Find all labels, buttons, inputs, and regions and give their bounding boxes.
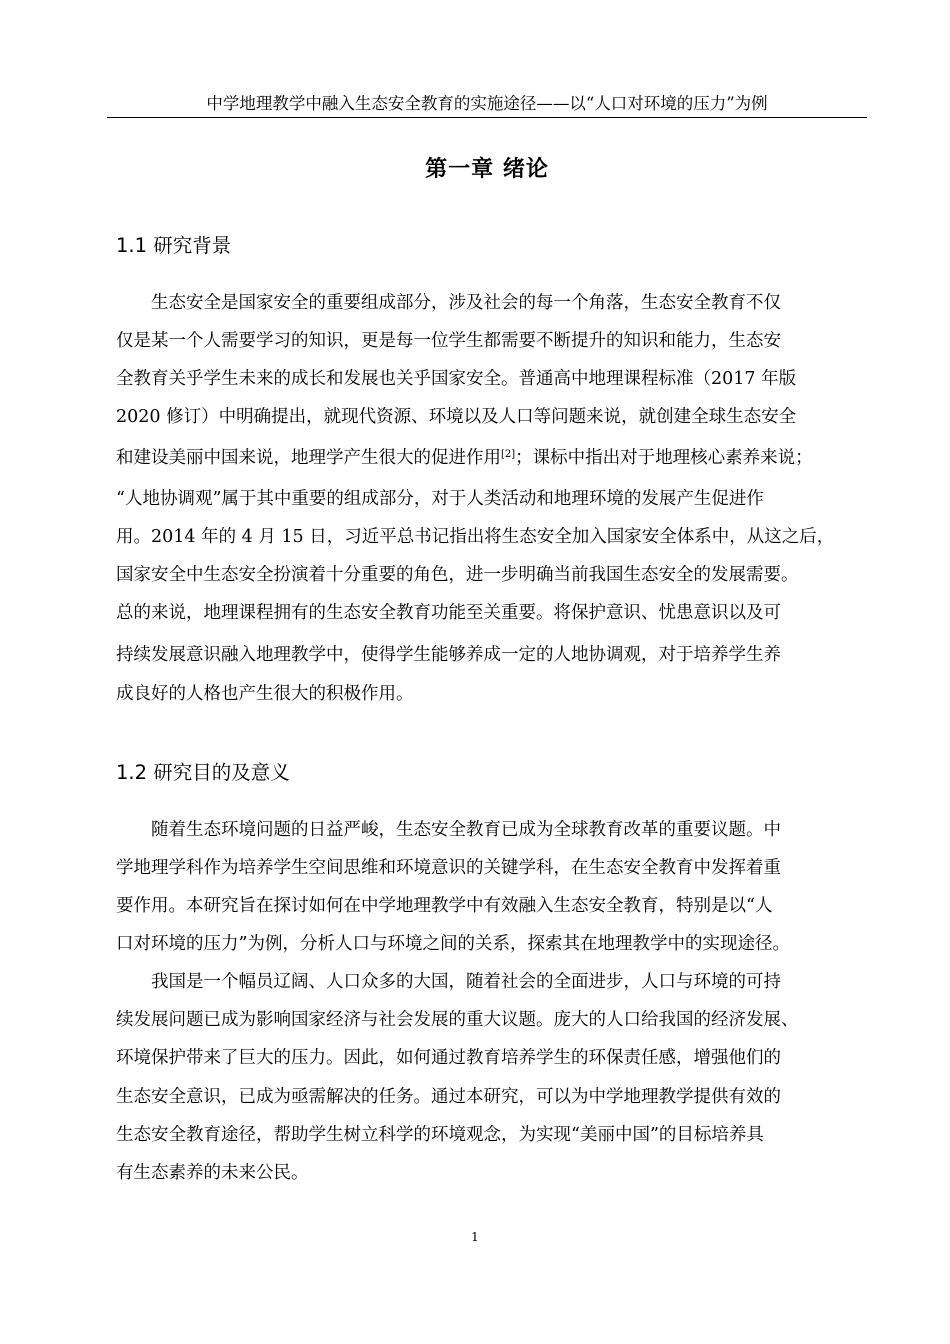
paragraph-line: 随着生态环境问题的日益严峻，生态安全教育已成为全球教育改革的重要议题。中	[151, 820, 781, 840]
chapter-title: 第一章 绪论	[425, 157, 549, 182]
paragraph-line: 用。2014 年的 4 月 15 日，习近平总书记指出将生态安全加入国家安全体系中，从这之后，	[116, 527, 835, 547]
paragraph-line: 生态安全教育途径，帮助学生树立科学的环境观念，为实现“美丽中国”的目标培养具	[116, 1125, 764, 1145]
paragraph-line: 总的来说，地理课程拥有的生态安全教育功能至关重要。将保护意识、忧患意识以及可	[116, 603, 781, 623]
paragraph-line: 持续发展意识融入地理教学中，使得学生能够养成一定的人地协调观，对于培养学生养	[116, 645, 781, 665]
paragraph-line: 续发展问题已成为影响国家经济与社会发展的重大议题。庞大的人口给我国的经济发展、	[116, 1010, 799, 1030]
page-number: 1	[471, 1230, 479, 1244]
paragraph-line: 学地理学科作为培养学生空间思维和环境意识的关键学科，在生态安全教育中发挥着重	[116, 858, 781, 878]
paragraph-line: 国家安全中生态安全扮演着十分重要的角色，进一步明确当前我国生态安全的发展需要。	[116, 565, 799, 585]
paragraph-line: 2020 修订）中明确提出，就现代资源、环境以及人口等问题来说，就创建全球生态安全	[116, 407, 797, 427]
section-heading-1-2: 1.2 研究目的及意义	[116, 761, 290, 784]
paragraph-line: 仅是某一个人需要学习的知识，更是每一位学生都需要不断提升的知识和能力，生态安	[116, 331, 781, 351]
paragraph-line	[116, 443, 813, 470]
line-text: 和建设美丽中国来说，地理学产生很大的促进作用	[116, 448, 501, 468]
paragraph-line: “人地协调观”属于其中重要的组成部分，对于人类活动和地理环境的发展产生促进作	[116, 489, 764, 509]
paragraph-line: 要作用。本研究旨在探讨如何在中学地理教学中有效融入生态安全教育，特别是以“人	[116, 896, 773, 916]
paragraph-line: 有生态素养的未来公民。	[116, 1163, 309, 1183]
citation-marker: [2]	[501, 449, 516, 460]
paragraph-line: 口对环境的压力”为例，分析人口与环境之间的关系，探索其在地理教学中的实现途径。	[116, 934, 790, 954]
running-header: 中学地理教学中融入生态安全教育的实施途径——以“人口对环境的压力”为例	[206, 94, 768, 113]
paragraph-line: 全教育关乎学生未来的成长和发展也关乎国家安全。普通高中地理课程标准（2017 年版	[116, 369, 797, 389]
paragraph-line: 环境保护带来了巨大的压力。因此，如何通过教育培养学生的环保责任感，增强他们的	[116, 1048, 781, 1068]
paragraph-line: 生态安全意识，已成为亟需解决的任务。通过本研究，可以为中学地理教学提供有效的	[116, 1087, 781, 1107]
paragraph-line: 成良好的人格也产生很大的积极作用。	[116, 684, 414, 704]
paragraph-line: 我国是一个幅员辽阔、人口众多的大国，随着社会的全面进步，人口与环境的可持	[151, 972, 781, 992]
line-text: ；课标中指出对于地理核心素养来说；	[515, 448, 813, 468]
paragraph-line: 生态安全是国家安全的重要组成部分，涉及社会的每一个角落，生态安全教育不仅	[151, 293, 781, 313]
section-heading-1-1: 1.1 研究背景	[116, 234, 232, 257]
header-divider	[107, 117, 867, 118]
